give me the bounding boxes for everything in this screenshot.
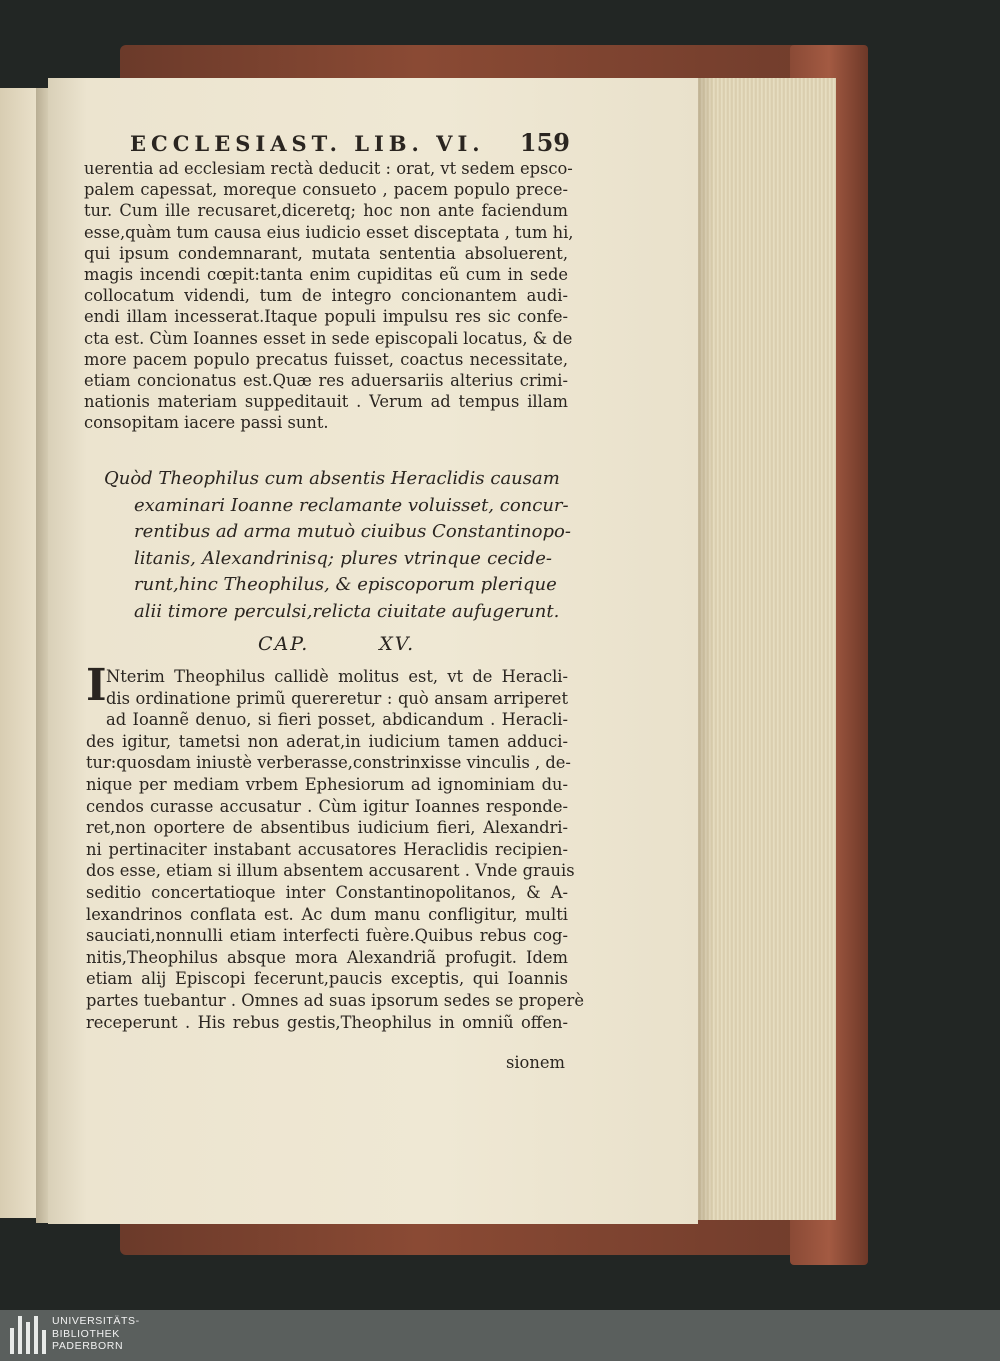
text-line: nique per mediam vrbem Ephesiorum ad ignominiam du- xyxy=(86,774,568,794)
text-line: etiam alij Episcopi fecerunt,paucis exceptis, qui Ioannis xyxy=(86,969,568,989)
chapter-number: XV. xyxy=(379,633,416,655)
text-block-1 xyxy=(84,158,574,433)
summary-line: runt,hinc Theophilus, & episcoporum plerique xyxy=(134,574,557,595)
text-line: esse,quàm tum causa eius iudicio esset disceptata , tum hi, xyxy=(84,222,574,242)
library-name xyxy=(52,1315,140,1353)
text-line: palem capessat, moreque consueto , pacem populo prece- xyxy=(84,180,568,200)
text-line: des igitur, tametsi non aderat,in iudicium tamen adduci- xyxy=(86,731,568,751)
drop-capital: I xyxy=(86,660,107,711)
summary-line: Quòd Theophilus cum absentis Heraclidis causam xyxy=(104,468,560,489)
text-line: seditio concertatioque inter Constantinopolitanos, & A- xyxy=(86,882,568,902)
text-line: uerentia ad ecclesiam rectà deducit : orat, vt sedem epsco- xyxy=(84,159,573,178)
text-line: Nterim Theophilus callidè molitus est, vt de Heracli- xyxy=(106,667,568,686)
summary-line: rentibus ad arma mutuò ciuibus Constantinopo- xyxy=(134,521,571,542)
summary-line: alii timore perculsi,relicta ciuitate aufugerunt. xyxy=(134,600,560,622)
running-title: ECCLESIAST. LIB. VI. xyxy=(130,131,485,156)
text-line: cendos curasse accusatur . Cùm igitur Ioannes responde- xyxy=(86,796,568,816)
text-line: collocatum videndi, tum de integro concionantem audi- xyxy=(84,286,568,306)
library-name-line: BIBLIOTHEK xyxy=(52,1327,120,1340)
running-header xyxy=(130,128,570,157)
text-line: nitis,Theophilus absque mora Alexandriã profugit. Idem xyxy=(86,947,568,967)
text-line: dos esse, etiam si illum absentem accusarent . Vnde grauis xyxy=(86,861,575,881)
text-line: more pacem populo precatus fuisset, coactus necessitate, xyxy=(84,349,568,369)
text-line: nationis materiam suppeditauit . Verum ad tempus illam xyxy=(84,392,568,412)
text-line: lexandrinos conflata est. Ac dum manu confligitur, multi xyxy=(86,904,568,924)
library-footer xyxy=(0,1310,1000,1361)
left-page xyxy=(0,88,40,1218)
page-number: 159 xyxy=(519,128,570,157)
text-line: qui ipsum condemnarant, mutata sententia absoluerent, xyxy=(84,243,568,263)
text-line: sauciati,nonnulli etiam interfecti fuère.Quibus rebus cog- xyxy=(86,926,568,946)
library-name-line: PADERBORN xyxy=(52,1340,124,1352)
summary-line: litanis, Alexandrinisq; plures vtrinque cecide- xyxy=(134,547,552,569)
text-line: ret,non oportere de absentibus iudicium fieri, Alexandri- xyxy=(86,818,568,838)
chapter-heading xyxy=(258,633,478,655)
library-name-line: UNIVERSITÄTS- xyxy=(52,1315,140,1327)
text-line: cta est. Cùm Ioannes esset in sede episcopali locatus, & de xyxy=(84,328,573,348)
text-line: tur:quosdam iniustè verberasse,constrinxisse vinculis , de- xyxy=(86,753,571,773)
text-line: magis incendi cœpit:tanta enim cupiditas eũ cum in sede xyxy=(84,264,568,284)
text-block-2 xyxy=(86,660,584,1033)
chapter-summary xyxy=(104,466,571,625)
text-line: etiam concionatus est.Quæ res aduersariis alterius crimi- xyxy=(84,370,568,390)
chapter-label: CAP. xyxy=(258,633,310,655)
text-line: ad Ioannẽ denuo, si fieri posset, abdicandum . Heracli- xyxy=(106,710,568,730)
text-line: partes tuebantur . Omnes ad suas ipsorum sedes se properè xyxy=(86,990,584,1010)
text-line: tur. Cum ille recusaret,diceretq; hoc non ante faciendum xyxy=(84,201,568,221)
text-line: consopitam iacere passi sunt. xyxy=(84,413,329,433)
text-line: dis ordinatione primũ quereretur : quò ansam arriperet xyxy=(106,688,568,708)
text-line: endi illam incesserat.Itaque populi impulsu res sic confe- xyxy=(84,307,568,327)
catchword: sionem xyxy=(506,1053,565,1072)
page-fore-edge xyxy=(694,78,836,1220)
summary-line: examinari Ioanne reclamante voluisset, concur- xyxy=(134,494,569,516)
library-logo-icon xyxy=(10,1316,46,1354)
text-line: receperunt . His rebus gestis,Theophilus in omniũ offen- xyxy=(86,1012,568,1032)
text-line: ni pertinaciter instabant accusatores Heraclidis recipien- xyxy=(86,839,568,859)
